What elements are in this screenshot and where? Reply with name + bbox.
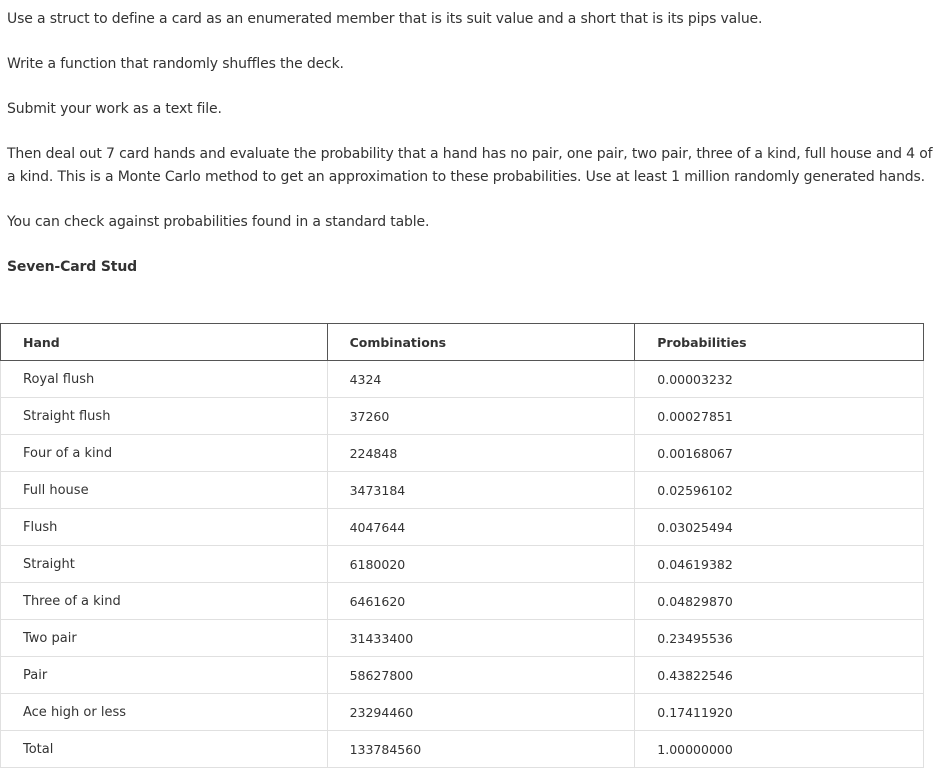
- cell-hand: Four of a kind: [1, 435, 328, 472]
- table-row: [1, 472, 924, 509]
- cell-combinations: 224848: [327, 435, 635, 472]
- cell-hand: Straight flush: [1, 398, 328, 435]
- cell-hand: Pair: [1, 657, 328, 694]
- cell-probability: 0.03025494: [635, 509, 924, 546]
- cell-probability: 1.00000000: [635, 731, 924, 768]
- cell-combinations: 4324: [327, 361, 635, 398]
- cell-probability: 0.04829870: [635, 583, 924, 620]
- cell-hand: Ace high or less: [1, 694, 328, 731]
- header-hand: Hand: [1, 324, 328, 361]
- cell-combinations: 6180020: [327, 546, 635, 583]
- table-row: [1, 731, 924, 768]
- table-row: [1, 435, 924, 472]
- cell-probability: 0.00027851: [635, 398, 924, 435]
- table-row: [1, 546, 924, 583]
- table-row: [1, 509, 924, 546]
- instruction-struct: Use a struct to define a card as an enumerated member that is its suit value and a short that is its pips value.: [7, 11, 763, 27]
- table-row: [1, 361, 924, 398]
- table-heading: Seven-Card Stud: [7, 259, 138, 275]
- instruction-submit: Submit your work as a text file.: [7, 101, 222, 117]
- probability-table: [0, 323, 924, 768]
- cell-combinations: 31433400: [327, 620, 635, 657]
- cell-probability: 0.17411920: [635, 694, 924, 731]
- table-row: [1, 583, 924, 620]
- table-row: [1, 398, 924, 435]
- instruction-deal: Then deal out 7 card hands and evaluate the probability that a hand has no pair, one pair, two pair, three of a kind, full house and 4 of a kind. This is a Monte Carlo method to get an approximation to these probabilities. Use at least 1 million randomly generated hands.: [7, 146, 933, 185]
- table-row: [1, 694, 924, 731]
- cell-hand: Two pair: [1, 620, 328, 657]
- cell-probability: 0.00168067: [635, 435, 924, 472]
- cell-combinations: 23294460: [327, 694, 635, 731]
- cell-hand: Three of a kind: [1, 583, 328, 620]
- cell-hand: Straight: [1, 546, 328, 583]
- cell-probability: 0.43822546: [635, 657, 924, 694]
- cell-probability: 0.00003232: [635, 361, 924, 398]
- cell-combinations: 3473184: [327, 472, 635, 509]
- cell-combinations: 37260: [327, 398, 635, 435]
- cell-combinations: 4047644: [327, 509, 635, 546]
- cell-probability: 0.04619382: [635, 546, 924, 583]
- cell-hand: Full house: [1, 472, 328, 509]
- header-probabilities: Probabilities: [635, 324, 924, 361]
- cell-hand: Royal flush: [1, 361, 328, 398]
- instruction-check: You can check against probabilities found in a standard table.: [7, 214, 430, 230]
- table-header-row: [1, 324, 924, 361]
- cell-probability: 0.02596102: [635, 472, 924, 509]
- table-row: [1, 620, 924, 657]
- table-row: [1, 657, 924, 694]
- instruction-shuffle: Write a function that randomly shuffles the deck.: [7, 56, 344, 72]
- cell-probability: 0.23495536: [635, 620, 924, 657]
- cell-hand: Total: [1, 731, 328, 768]
- cell-combinations: 6461620: [327, 583, 635, 620]
- assignment-content: [7, 0, 933, 279]
- cell-hand: Flush: [1, 509, 328, 546]
- cell-combinations: 58627800: [327, 657, 635, 694]
- header-combinations: Combinations: [327, 324, 635, 361]
- cell-combinations: 133784560: [327, 731, 635, 768]
